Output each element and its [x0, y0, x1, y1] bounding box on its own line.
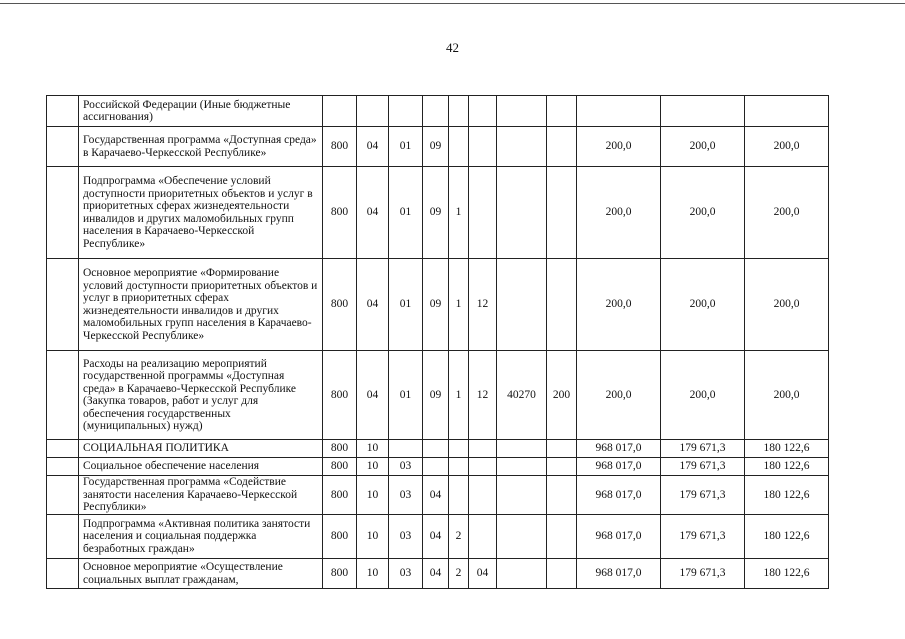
sum-year-2: 179 671,3	[661, 458, 745, 476]
table-row	[47, 515, 829, 559]
code-section: 10	[357, 458, 389, 476]
code-grbs: 800	[323, 559, 357, 589]
code-expense-type	[547, 458, 577, 476]
table-row	[47, 351, 829, 440]
sum-year-3: 180 122,6	[745, 559, 829, 589]
code-subsection: 03	[389, 559, 423, 589]
code-measure	[469, 440, 497, 458]
code-measure: 12	[469, 259, 497, 351]
code-subprogram: 1	[449, 167, 469, 259]
code-section: 04	[357, 351, 389, 440]
code-section: 10	[357, 559, 389, 589]
code-subsection	[389, 440, 423, 458]
sum-year-2	[661, 96, 745, 127]
code-subsection	[389, 96, 423, 127]
row-number-cell	[47, 515, 79, 559]
table-row	[47, 127, 829, 167]
sum-year-3	[745, 96, 829, 127]
code-measure: 04	[469, 559, 497, 589]
item-name: Подпрограмма «Активная политика занятости населения и социальная поддержка безработных граждан»	[79, 515, 323, 559]
code-program: 09	[423, 259, 449, 351]
table-body	[47, 96, 829, 589]
table-row	[47, 559, 829, 589]
code-program: 09	[423, 167, 449, 259]
code-measure	[469, 167, 497, 259]
code-direction: 40270	[497, 351, 547, 440]
table-row	[47, 259, 829, 351]
code-program: 09	[423, 351, 449, 440]
table-row	[47, 96, 829, 127]
row-number-cell	[47, 96, 79, 127]
table-row	[47, 167, 829, 259]
sum-year-2: 200,0	[661, 167, 745, 259]
table-row	[47, 476, 829, 515]
code-measure	[469, 476, 497, 515]
sum-year-3: 180 122,6	[745, 515, 829, 559]
item-name: Государственная программа «Содействие занятости населения Карачаево-Черкесской Республики»	[79, 476, 323, 515]
sum-year-3: 180 122,6	[745, 476, 829, 515]
item-name: Основное мероприятие «Формирование условий доступности приоритетных объектов и услуг в приоритетных сферах жизнедеятельности инвалидов и других маломобильных групп населения в Карачаево-Черкесской Республике»	[79, 259, 323, 351]
code-subprogram: 1	[449, 351, 469, 440]
code-grbs: 800	[323, 476, 357, 515]
code-program	[423, 458, 449, 476]
code-grbs: 800	[323, 127, 357, 167]
sum-year-1: 968 017,0	[577, 440, 661, 458]
top-rule	[0, 3, 905, 4]
sum-year-3: 200,0	[745, 167, 829, 259]
row-number-cell	[47, 440, 79, 458]
code-section: 04	[357, 167, 389, 259]
code-program	[423, 96, 449, 127]
sum-year-1: 200,0	[577, 127, 661, 167]
item-name: Российской Федерации (Иные бюджетные ассигнования)	[79, 96, 323, 127]
sum-year-2: 200,0	[661, 351, 745, 440]
code-direction	[497, 127, 547, 167]
code-measure	[469, 458, 497, 476]
code-section: 10	[357, 515, 389, 559]
sum-year-2: 179 671,3	[661, 559, 745, 589]
code-subprogram	[449, 96, 469, 127]
code-direction	[497, 167, 547, 259]
code-subprogram: 2	[449, 559, 469, 589]
code-expense-type	[547, 559, 577, 589]
code-subsection: 03	[389, 476, 423, 515]
sum-year-2: 179 671,3	[661, 515, 745, 559]
code-program: 09	[423, 127, 449, 167]
code-measure: 12	[469, 351, 497, 440]
code-subprogram	[449, 476, 469, 515]
code-subprogram	[449, 458, 469, 476]
code-subsection: 03	[389, 515, 423, 559]
row-number-cell	[47, 259, 79, 351]
item-name: Подпрограмма «Обеспечение условий доступности приоритетных объектов и услуг в приоритетных сферах жизнедеятельности инвалидов и других маломобильных групп населения в Карачаево-Черкесской Республике»	[79, 167, 323, 259]
code-subsection: 01	[389, 259, 423, 351]
code-expense-type	[547, 96, 577, 127]
page-number: 42	[446, 40, 459, 55]
item-name: Социальное обеспечение населения	[79, 458, 323, 476]
code-expense-type: 200	[547, 351, 577, 440]
code-grbs: 800	[323, 458, 357, 476]
code-grbs: 800	[323, 259, 357, 351]
code-subsection: 01	[389, 167, 423, 259]
sum-year-2: 179 671,3	[661, 476, 745, 515]
code-program: 04	[423, 515, 449, 559]
code-expense-type	[547, 167, 577, 259]
item-name: Государственная программа «Доступная среда» в Карачаево-Черкесской Республике»	[79, 127, 323, 167]
sum-year-1: 968 017,0	[577, 559, 661, 589]
sum-year-2: 200,0	[661, 127, 745, 167]
sum-year-3: 180 122,6	[745, 440, 829, 458]
code-subsection: 01	[389, 351, 423, 440]
sum-year-1: 200,0	[577, 351, 661, 440]
code-direction	[497, 515, 547, 559]
code-subprogram	[449, 127, 469, 167]
code-measure	[469, 515, 497, 559]
code-subsection: 01	[389, 127, 423, 167]
code-section: 10	[357, 440, 389, 458]
sum-year-1: 968 017,0	[577, 515, 661, 559]
row-number-cell	[47, 351, 79, 440]
code-direction	[497, 259, 547, 351]
code-direction	[497, 96, 547, 127]
row-number-cell	[47, 458, 79, 476]
table-row	[47, 440, 829, 458]
code-subsection: 03	[389, 458, 423, 476]
code-program	[423, 440, 449, 458]
code-section: 04	[357, 127, 389, 167]
sum-year-1: 200,0	[577, 167, 661, 259]
code-grbs: 800	[323, 515, 357, 559]
code-section: 04	[357, 259, 389, 351]
code-measure	[469, 96, 497, 127]
item-name: Основное мероприятие «Осуществление социальных выплат гражданам,	[79, 559, 323, 589]
code-section: 10	[357, 476, 389, 515]
item-name: Расходы на реализацию мероприятий государственной программы «Доступная среда» в Карачаево-Черкесской Республике (Закупка товаров, работ и услуг для обеспечения государственных (муниципальных) нужд)	[79, 351, 323, 440]
code-grbs: 800	[323, 440, 357, 458]
code-expense-type	[547, 440, 577, 458]
row-number-cell	[47, 127, 79, 167]
code-expense-type	[547, 476, 577, 515]
code-measure	[469, 127, 497, 167]
row-number-cell	[47, 476, 79, 515]
code-program: 04	[423, 476, 449, 515]
sum-year-3: 180 122,6	[745, 458, 829, 476]
code-subprogram: 2	[449, 515, 469, 559]
code-grbs	[323, 96, 357, 127]
code-grbs: 800	[323, 351, 357, 440]
sum-year-1: 968 017,0	[577, 458, 661, 476]
sum-year-3: 200,0	[745, 259, 829, 351]
table-row	[47, 458, 829, 476]
code-section	[357, 96, 389, 127]
code-program: 04	[423, 559, 449, 589]
row-number-cell	[47, 559, 79, 589]
row-number-cell	[47, 167, 79, 259]
sum-year-3: 200,0	[745, 351, 829, 440]
code-subprogram: 1	[449, 259, 469, 351]
code-direction	[497, 476, 547, 515]
code-direction	[497, 440, 547, 458]
sum-year-3: 200,0	[745, 127, 829, 167]
sum-year-2: 200,0	[661, 259, 745, 351]
sum-year-1: 200,0	[577, 259, 661, 351]
code-subprogram	[449, 440, 469, 458]
sum-year-1: 968 017,0	[577, 476, 661, 515]
budget-table	[46, 95, 829, 589]
sum-year-2: 179 671,3	[661, 440, 745, 458]
code-direction	[497, 559, 547, 589]
code-expense-type	[547, 259, 577, 351]
code-expense-type	[547, 127, 577, 167]
code-grbs: 800	[323, 167, 357, 259]
code-direction	[497, 458, 547, 476]
item-name: СОЦИАЛЬНАЯ ПОЛИТИКА	[79, 440, 323, 458]
code-expense-type	[547, 515, 577, 559]
sum-year-1	[577, 96, 661, 127]
